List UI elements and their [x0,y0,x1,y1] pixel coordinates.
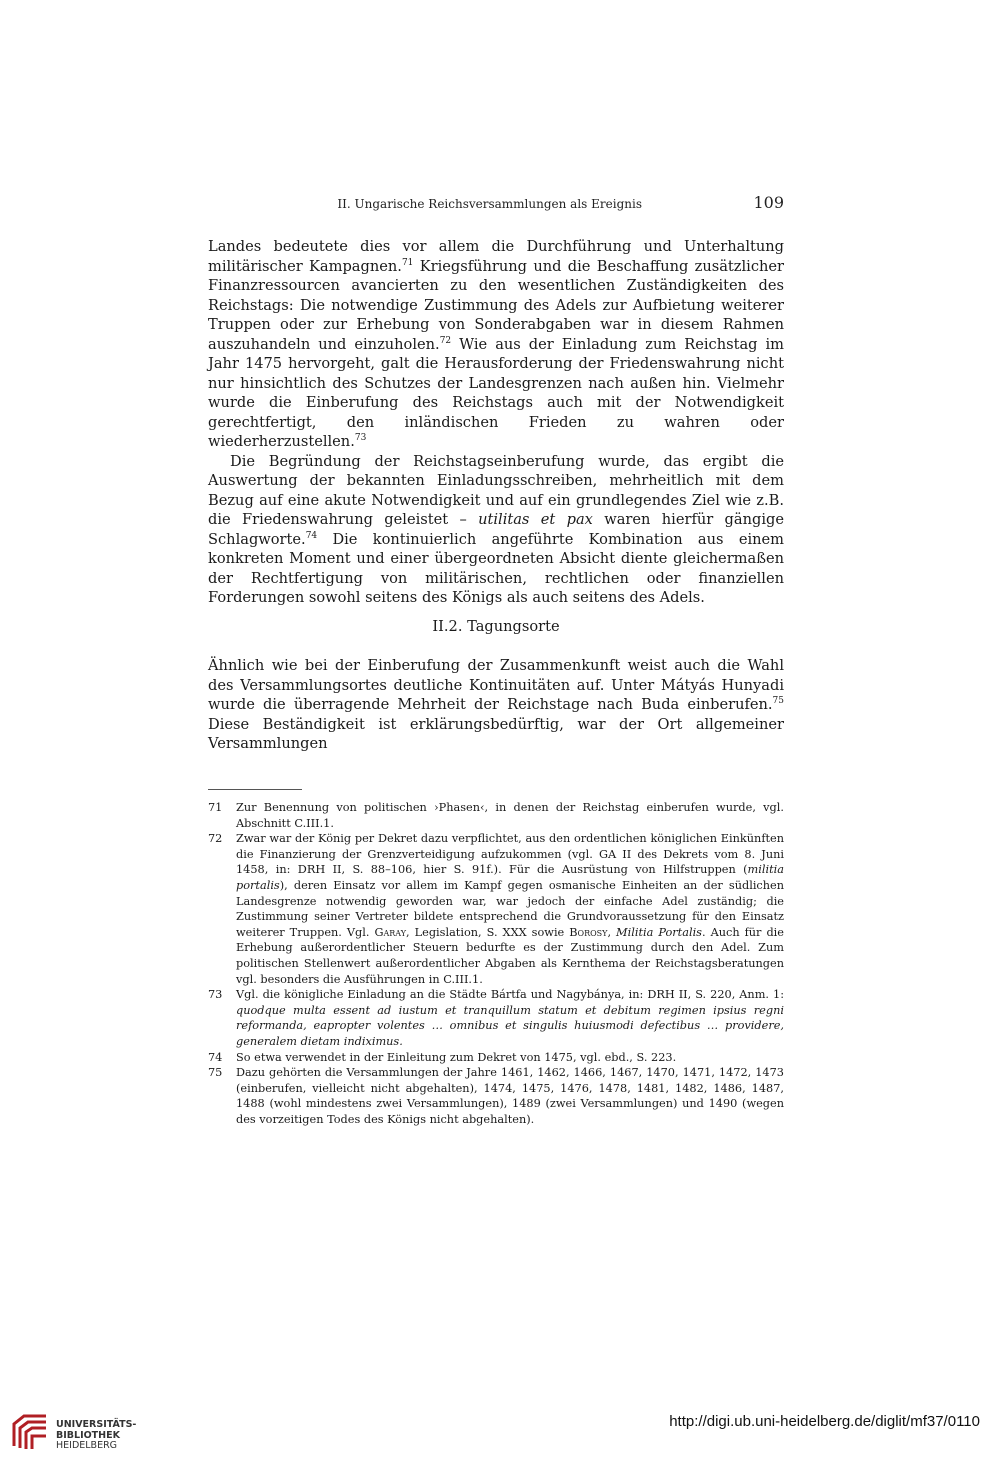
text-run: Vgl. die königliche Einladung an die Städte Bártfa und Nagybánya, in: DRH II, S. 220, Anm. 1: [236,988,784,1002]
main-text [208,237,784,608]
footnote-ref-71[interactable]: 71 [401,257,414,268]
text-run: Die kontinuierlich angeführte Kombination aus einem konkreten Moment und einer übergeordneten Absicht diente gleichermaßen der Rechtfertigung von militärischen, rechtlichen oder finanziellen Forderungen sowohl seitens des Königs als auch seitens des Adels. [208,530,784,606]
text-run: Die Begründung der Reichstagseinberufung wurde, das ergibt die Auswertung der bekannten Einladungsschreiben, mehrheitlich mit dem Bezug auf eine akute Notwendigkeit und auf ein grundlegendes Ziel wie z.B. die Friedenswahrung geleistet – [208,452,784,528]
author-name: Garay [374,925,407,939]
library-name [56,1420,136,1452]
footnote-number: 71 [208,801,223,814]
paragraph-3 [208,656,784,754]
footnote-number: 74 [208,1050,223,1064]
latin-quotation: quodque multa essent ad iustum et tranquillum statum et debitum regimen ipsius regni reformanda, eapropter volentes … omnibus et singulis huiusmodi defectibus … providere, generalem dietam indiximus. [236,1003,784,1048]
text-run: , [607,925,617,939]
italic-phrase: militia portalis [236,863,784,892]
library-logo-icon [10,1412,50,1452]
footnote-ref-75[interactable]: 75 [772,696,784,706]
footnote-number: 73 [208,988,223,1002]
footnote-number: 75 [208,1066,223,1080]
author-name: Borosy [569,925,608,939]
footnote-72 [208,831,784,987]
logo-line: UNIVERSITÄTS- [56,1419,137,1430]
footnote-text: Dazu gehörten die Versammlungen der Jahre 1461, 1462, 1466, 1467, 1470, 1471, 1472, 1473 (einberufen, vielleicht nicht abgehalten), 1474, 1475, 1476, 1478, 1481, 1482, 1486, 1487, 1488 (wohl mindestens zwei Versammlungen), 1489 (zwei Versammlungen) und 1490 (wegen des vorzeitigen Todes des Königs nicht abgehalten). [236,1066,784,1126]
footnote-divider [208,789,302,790]
footnote-number: 72 [208,832,223,846]
footnote-text [236,987,784,1049]
footnote-text [236,831,784,987]
permalink-url[interactable]: http://digi.ub.uni-heidelberg.de/diglit/mf37/0110 [669,1413,980,1430]
footnote-ref-74[interactable]: 74 [305,530,318,541]
footnote-75 [208,1065,784,1127]
footnote-74 [208,1050,784,1066]
text-run: Diese Beständigkeit ist erklärungsbedürftig, war der Ort allgemeiner Versammlungen [208,715,784,752]
running-head: II. Ungarische Reichsversammlungen als Ereignis [337,197,642,211]
logo-line: BIBLIOTHEK [56,1429,120,1441]
section-heading: II.2. Tagungsorte [432,618,560,635]
text-run: Landes bedeutete dies vor allem die Durchführung und Unterhaltung militärischer Kampagnen. [208,238,784,275]
page-number: 109 [753,193,784,212]
footnote-73 [208,987,784,1049]
footnote-text: Zur Benennung von politischen ›Phasen‹, in denen der Reichstag einberufen wurde, vgl. Abschnitt C.III.1. [236,801,784,830]
footnote-71 [208,800,784,831]
text-run: Wie aus der Einladung zum Reichstag im Jahr 1475 hervorgeht, galt die Herausforderung der Friedenswahrung nicht nur hinsichtlich des Schutzes der Landesgrenzen nach außen hin. Vielmehr wurde die Einberufung des Reichstags auch mit der Notwendigkeit gerechtfertigt, den inländischen Frieden zu wahren oder wiederherzustellen. [208,335,784,450]
text-run: waren hierfür gängige Schlagworte. [208,511,784,548]
italic-phrase: Militia Portalis [616,925,702,939]
logo-line: HEIDELBERG [56,1440,118,1451]
library-logo[interactable] [10,1412,170,1458]
page-header [208,193,784,219]
paragraph-1 [208,237,784,452]
italic-phrase: utilitas et pax [478,511,593,528]
text-run: Kriegsführung und die Beschaffung zusätzlicher Finanzressourcen avancierten zu den wesentlichen Zuständigkeiten des Reichstags: Die notwendige Zustimmung des Adels zur Aufbietung weiterer Truppen oder zur Erhebung von Sonderabgaben war in diesem Rahmen auszuhandeln und einzuholen. [208,257,785,353]
footnote-text: So etwa verwendet in der Einleitung zum Dekret von 1475, vgl. ebd., S. 223. [236,1050,677,1064]
footnotes [208,800,784,1127]
paragraph-2 [208,452,784,608]
text-run: . Auch für die Erhebung außerordentlicher Steuern bedurfte es der Zustimmung durch den Adel. Zum politischen Stellenwert außerordentlicher Abgaben als Kernthema der Reichstagsberatungen vgl. besonders die Ausführungen in C.III.1. [236,925,784,986]
text-run: ), deren Einsatz vor allem im Kampf gegen osmanische Einheiten an der südlichen Landesgrenze notwendig geworden war, war jedoch der einfache Adel zuständig; die Zustimmung seiner Vertreter bildete entsprechend die Grundvoraussetzung für den Einsatz weiterer Truppen. Vgl. [236,878,784,939]
text-run: , Legislation, S. XXX sowie [406,925,570,939]
footnote-ref-72[interactable]: 72 [439,335,452,346]
section-text [208,656,784,754]
footnote-ref-73[interactable]: 73 [354,433,367,443]
text-run: Ähnlich wie bei der Einberufung der Zusammenkunft weist auch die Wahl des Versammlungsortes deutliche Kontinuitäten auf. Unter Mátyás Hunyadi wurde die überragende Mehrheit der Reichstage nach Buda einberufen. [208,657,784,713]
text-run: Zwar war der König per Dekret dazu verpflichtet, aus den ordentlichen königlichen Einkünften die Finanzierung der Grenzverteidigung aufzukommen (vgl. GA II des Dekrets vom 8. Juni 1458, in: DRH II, S. 88–106, hier S. 91f.). Für die Ausrüstung von Hilfstruppen ( [236,832,784,877]
